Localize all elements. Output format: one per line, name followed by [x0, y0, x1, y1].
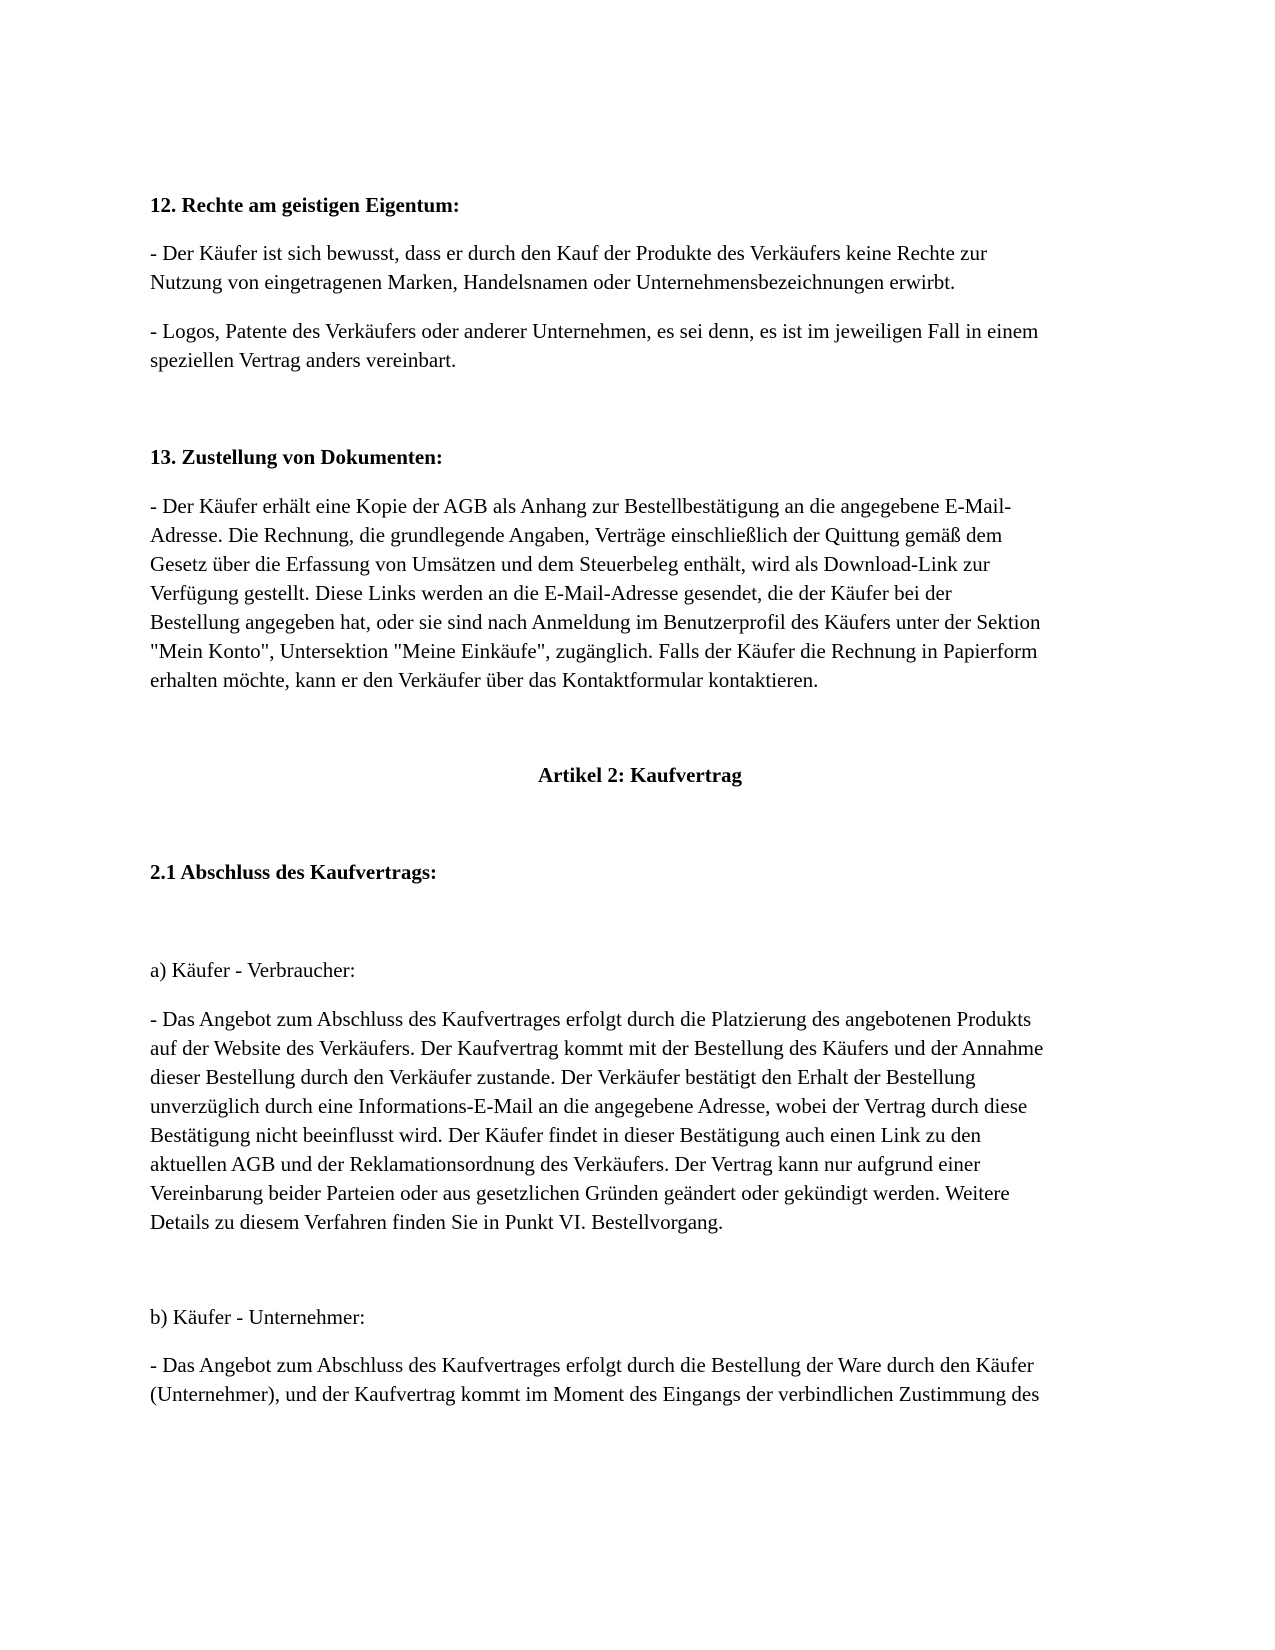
buyer-consumer-label: a) Käufer - Verbraucher:	[150, 958, 356, 982]
section-13-line: Gesetz über die Erfassung von Umsätzen und dem Steuerbeleg enthält, wird als Download-Link zur	[150, 552, 990, 576]
consumer-paragraph-line: Bestätigung nicht beeinflusst wird. Der Käufer findet in dieser Bestätigung auch einen Link zu den	[150, 1123, 982, 1147]
business-paragraph-line: - Das Angebot zum Abschluss des Kaufvertrages erfolgt durch die Bestellung der Ware durch den Käufer	[150, 1353, 1034, 1377]
consumer-paragraph-line: Details zu diesem Verfahren finden Sie in Punkt VI. Bestellvorgang.	[150, 1210, 724, 1234]
article-2-title: Artikel 2: Kaufvertrag	[537, 763, 743, 787]
consumer-paragraph-line: dieser Bestellung durch den Verkäufer zustande. Der Verkäufer bestätigt den Erhalt der Bestellung	[150, 1065, 976, 1089]
section-13-line: - Der Käufer erhält eine Kopie der AGB als Anhang zur Bestellbestätigung an die angegebene E-Mail-	[150, 494, 1012, 518]
section-13-line: "Mein Konto", Untersektion "Meine Einkäufe", zugänglich. Falls der Käufer die Rechnung in Papierform	[150, 639, 1038, 663]
section-12-para1-line2: Nutzung von eingetragenen Marken, Handelsnamen oder Unternehmensbezeichnungen erwirbt.	[150, 270, 956, 294]
section-13-line: erhalten möchte, kann er den Verkäufer über das Kontaktformular kontaktieren.	[150, 668, 819, 692]
section-12-para1-line1: - Der Käufer ist sich bewusst, dass er durch den Kauf der Produkte des Verkäufers keine Rechte zur	[150, 241, 987, 265]
section-13-line: Bestellung angegeben hat, oder sie sind nach Anmeldung im Benutzerprofil des Käufers unter der Sektion	[150, 610, 1041, 634]
section-13-line: Verfügung gestellt. Diese Links werden an die E-Mail-Adresse gesendet, die der Käufer bei der	[150, 581, 952, 605]
consumer-paragraph-line: Vereinbarung beider Parteien oder aus gesetzlichen Gründen geändert oder gekündigt werden. Weitere	[150, 1181, 1010, 1205]
consumer-paragraph-line: unverzüglich durch eine Informations-E-Mail an die angegebene Adresse, wobei der Vertrag durch diese	[150, 1094, 1028, 1118]
article-2-subheading: 2.1 Abschluss des Kaufvertrags:	[150, 860, 438, 884]
consumer-paragraph-line: auf der Website des Verkäufers. Der Kaufvertrag kommt mit der Bestellung des Käufers und der Annahme	[150, 1036, 1044, 1060]
consumer-paragraph-line: aktuellen AGB und der Reklamationsordnung des Verkäufers. Der Vertrag kann nur aufgrund einer	[150, 1152, 981, 1176]
section-12-para2-line2: speziellen Vertrag anders vereinbart.	[150, 348, 457, 372]
buyer-business-label: b) Käufer - Unternehmer:	[150, 1305, 366, 1329]
consumer-paragraph-line: - Das Angebot zum Abschluss des Kaufvertrages erfolgt durch die Platzierung des angebotenen Produkts	[150, 1007, 1032, 1031]
section-13-heading: 13. Zustellung von Dokumenten:	[150, 445, 443, 469]
section-13-line: Adresse. Die Rechnung, die grundlegende Angaben, Verträge einschließlich der Quittung gemäß dem	[150, 523, 1003, 547]
section-12-para2-line1: - Logos, Patente des Verkäufers oder anderer Unternehmen, es sei denn, es ist im jeweiligen Fall in einem	[150, 319, 1039, 343]
business-paragraph-line: (Unternehmer), und der Kaufvertrag kommt im Moment des Eingangs der verbindlichen Zustimmung des	[150, 1382, 1040, 1406]
section-12-heading: 12. Rechte am geistigen Eigentum:	[150, 193, 460, 217]
